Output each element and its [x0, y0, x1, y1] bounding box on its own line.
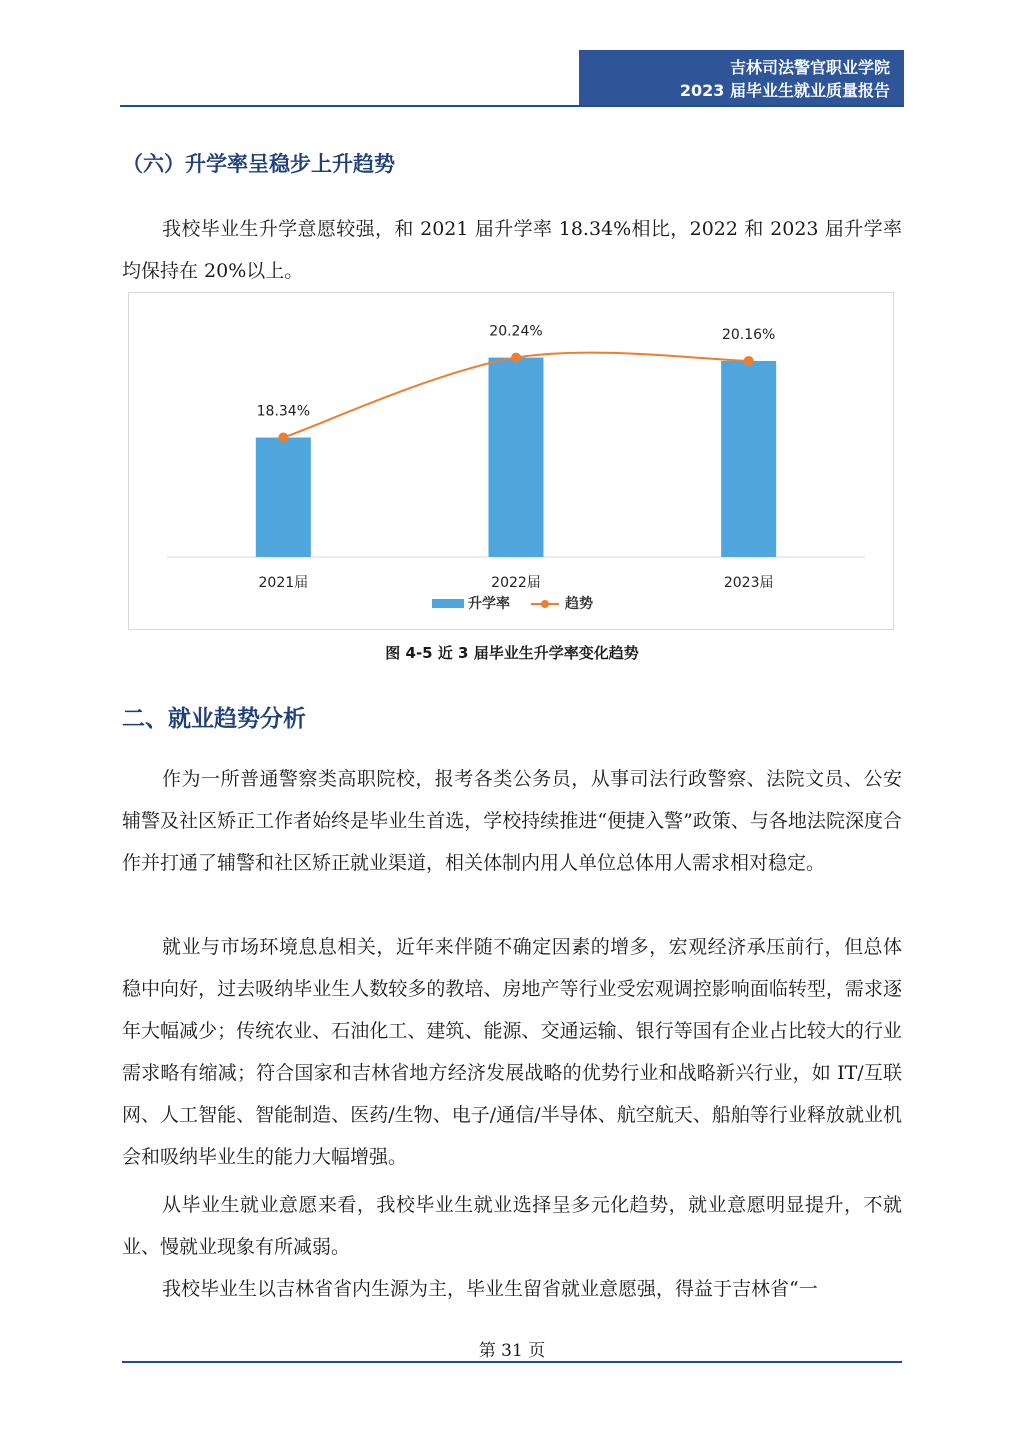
- section-heading-6: （六）升学率呈稳步上升趋势: [122, 152, 395, 176]
- header-school-name: 吉林司法警官职业学院: [729, 58, 890, 77]
- bar-2: [489, 358, 544, 557]
- legend-bar-swatch: [432, 599, 464, 608]
- section2-paragraph-1: 作为一所普通警察类高职院校，报考各类公务员，从事司法行政警察、法院文员、公安辅警及社区矫正工作者始终是毕业生首选，学校持续推进“便捷入警”政策、与各地法院深度合作并打通了辅警和社区矫正就业渠道，相关体制内用人单位总体用人需求相对稳定。: [122, 768, 902, 874]
- footer-divider: [122, 1361, 902, 1363]
- section2-paragraph-4: 我校毕业生以吉林省省内生源为主，毕业生留省就业意愿强，得益于吉林省“一: [162, 1278, 818, 1300]
- trend-point-3: [744, 356, 754, 366]
- chart-canvas: [129, 293, 893, 629]
- legend-bar-label: 升学率: [468, 596, 510, 612]
- section-heading-2: 二、就业趋势分析: [122, 706, 306, 732]
- legend-trend-marker: [541, 600, 549, 608]
- trend-point-2: [511, 353, 521, 363]
- bar-1: [256, 438, 311, 557]
- figure-caption: 图 4-5 近 3 届毕业生升学率变化趋势: [385, 644, 639, 662]
- legend-trend-label: 趋势: [565, 596, 593, 612]
- chart-frame: [128, 292, 894, 630]
- report-header-banner: [579, 50, 904, 106]
- data-label-3: 20.16%: [721, 326, 776, 343]
- trend-point-1: [278, 433, 288, 443]
- page-number: 第 31 页: [478, 1341, 546, 1361]
- x-tick-label-3: 2023届: [723, 575, 774, 591]
- section6-paragraph: 我校毕业生升学意愿较强，和 2021 届升学率 18.34%相比，2022 和 2023 届升学率均保持在 20%以上。: [122, 218, 902, 282]
- section2-paragraph-2: 就业与市场环境息息相关，近年来伴随不确定因素的增多，宏观经济承压前行，但总体稳中向好，过去吸纳毕业生人数较多的教培、房地产等行业受宏观调控影响面临转型，需求逐年大幅减少；传统农业、石油化工、建筑、能源、交通运输、银行等国有企业占比较大的行业需求略有缩减；符合国家和吉林省地方经济发展战略的优势行业和战略新兴行业，如 IT/互联网、人工智能、智能制造、医药/生物、电子/通信/半导体、航空航天、船舶等行业释放就业机会和吸纳毕业生的能力大幅增强。: [122, 936, 902, 1168]
- header-divider: [120, 105, 904, 107]
- x-tick-label-2: 2022届: [491, 575, 541, 591]
- bar-3: [721, 361, 776, 557]
- x-tick-label-1: 2021届: [258, 575, 309, 591]
- header-report-title: 2023 届毕业生就业质量报告: [679, 81, 890, 100]
- data-label-1: 18.34%: [256, 403, 311, 420]
- data-label-2: 20.24%: [489, 323, 543, 340]
- section2-paragraph-3: 从毕业生就业意愿来看，我校毕业生就业选择呈多元化趋势，就业意愿明显提升，不就业、慢就业现象有所减弱。: [122, 1194, 902, 1258]
